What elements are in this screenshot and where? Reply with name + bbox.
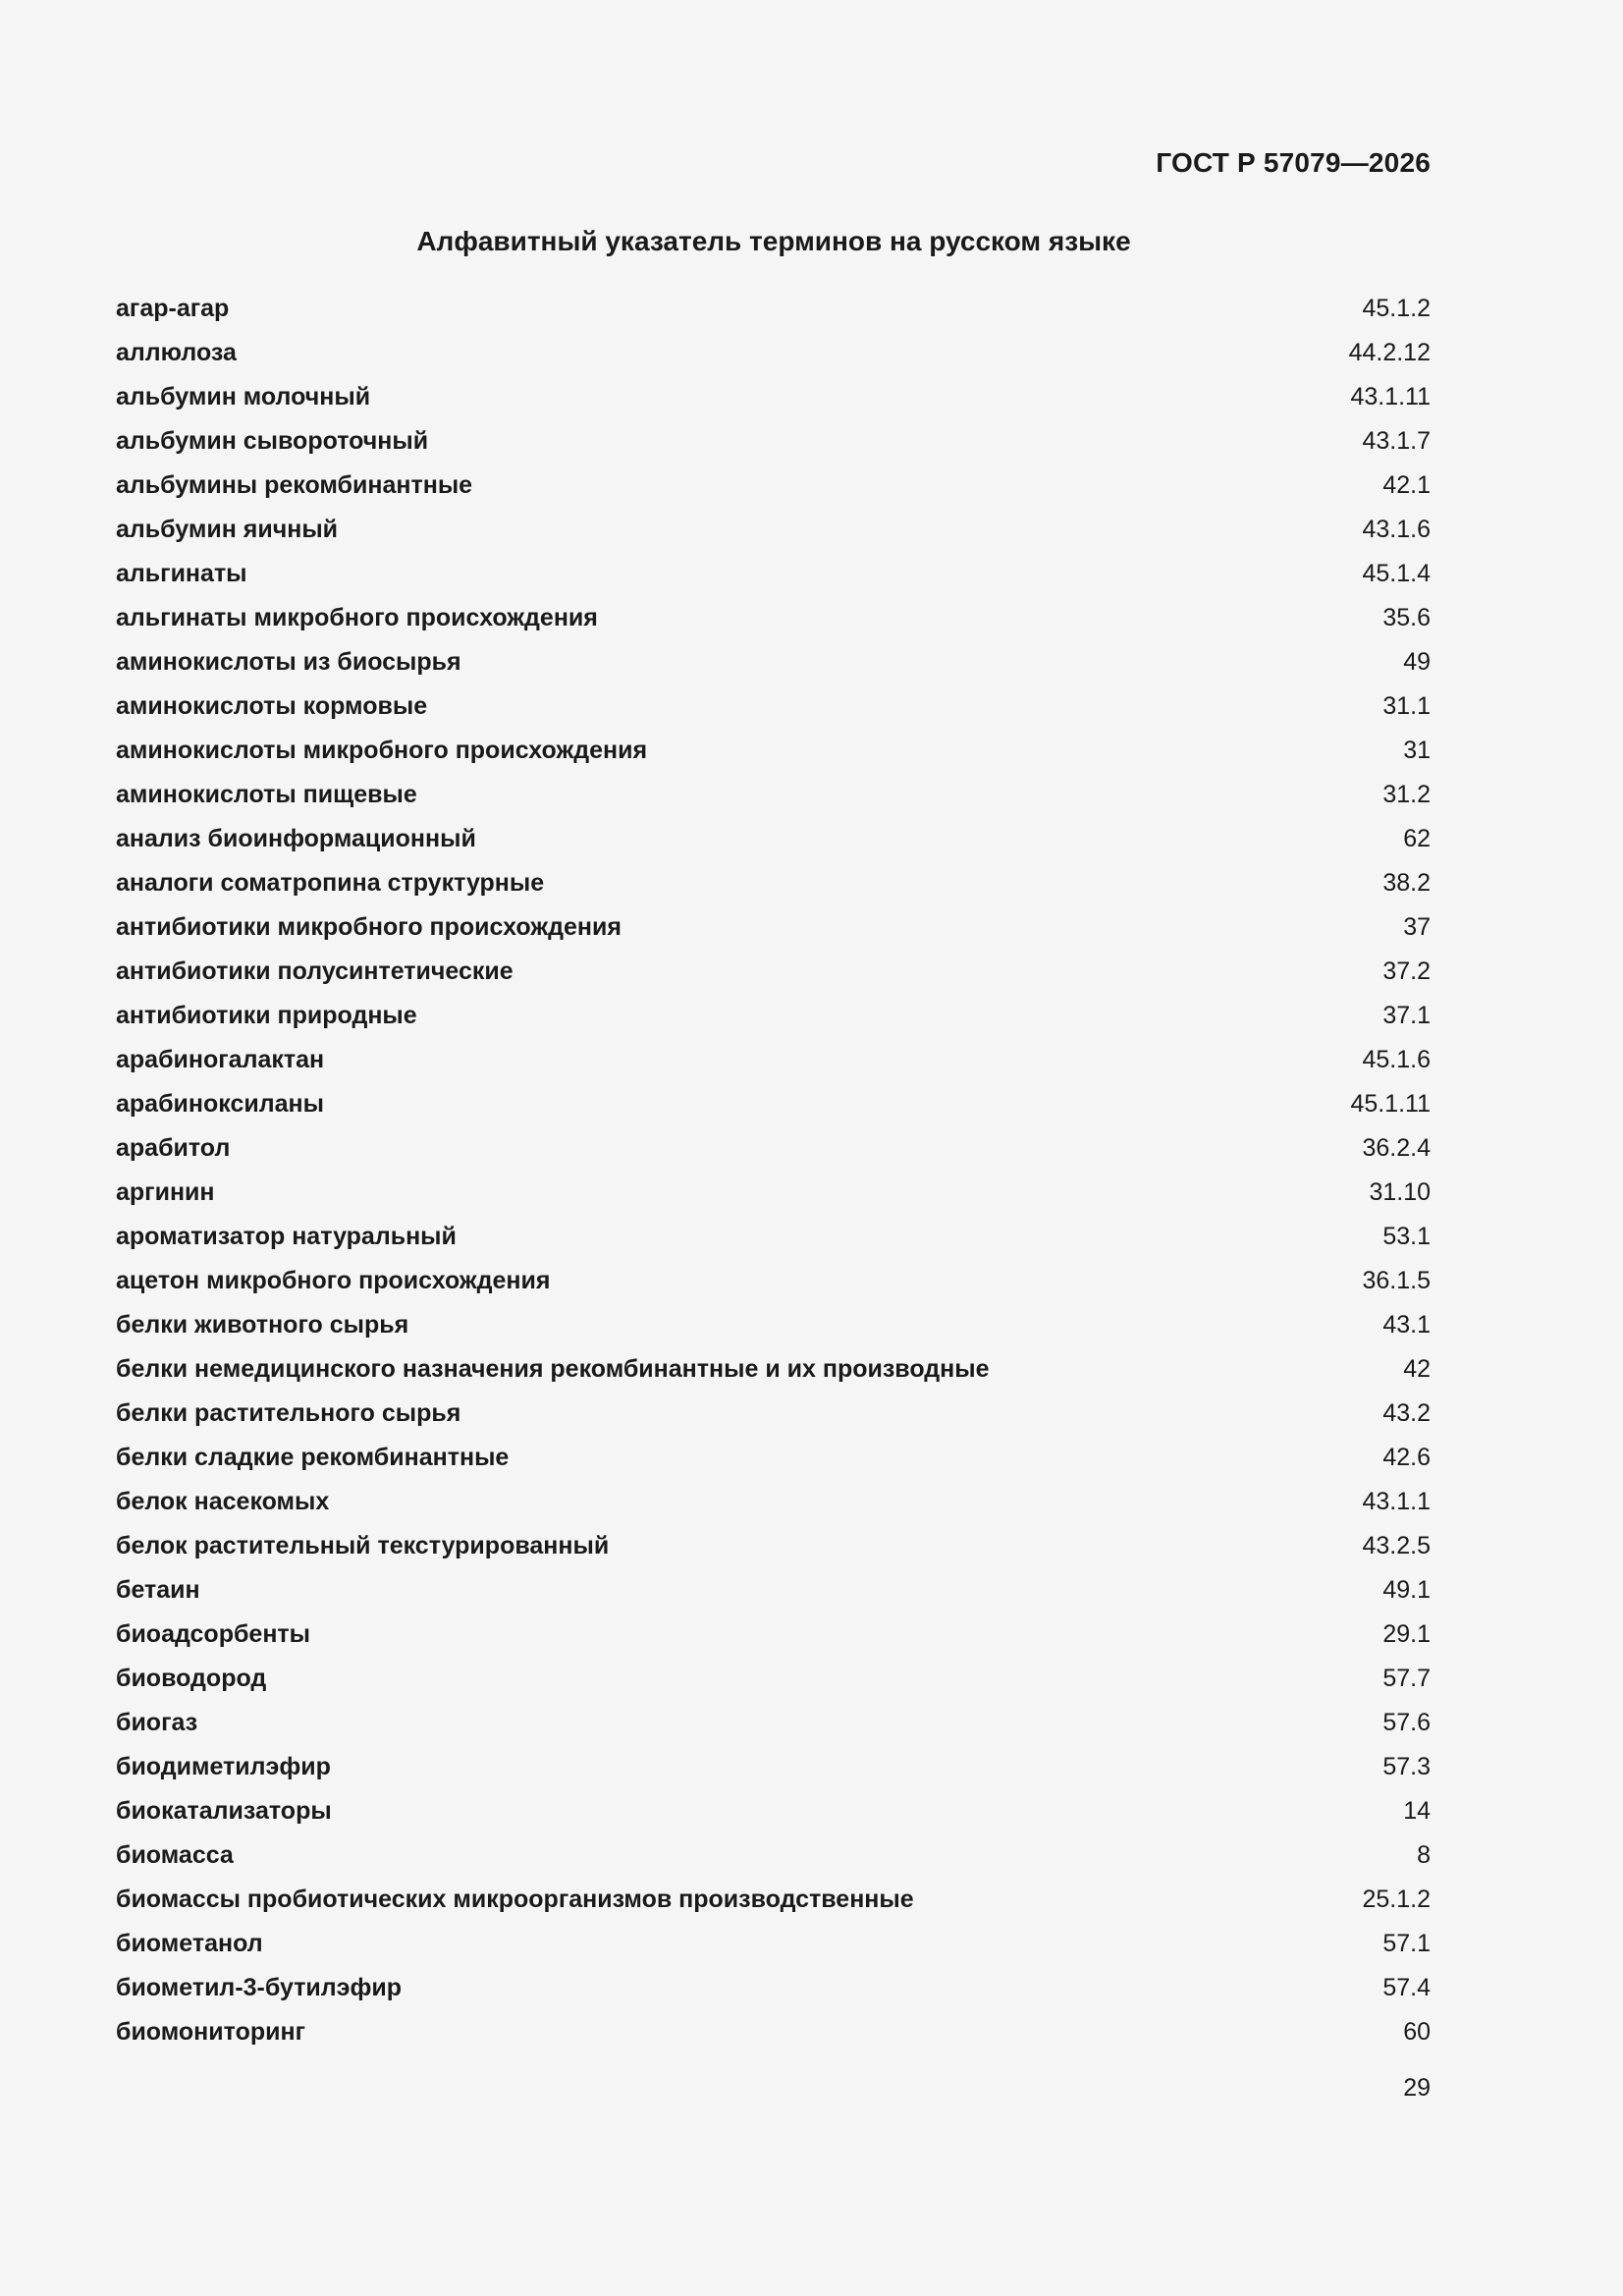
- index-entry: [116, 552, 1431, 596]
- index-term: аминокислоты из биосырья: [116, 648, 461, 676]
- index-term: бетаин: [116, 1576, 200, 1604]
- index-term: биомасса: [116, 1841, 234, 1869]
- index-term: антибиотики микробного происхождения: [116, 913, 622, 941]
- index-reference: 57.3: [1382, 1753, 1431, 1780]
- index-term: альбумин яичный: [116, 516, 339, 543]
- index-entry: [116, 905, 1431, 950]
- index-entry: [116, 1833, 1431, 1878]
- index-reference: 43.2: [1382, 1399, 1431, 1427]
- index-term: белок растительный текстурированный: [116, 1532, 610, 1559]
- index-term: биодиметилэфир: [116, 1753, 331, 1780]
- index-title: Алфавитный указатель терминов на русском языке: [416, 226, 1131, 256]
- index-term: альгинаты: [116, 560, 247, 587]
- index-term: биоадсорбенты: [116, 1620, 311, 1648]
- index-term: аминокислоты кормовые: [116, 692, 428, 720]
- index-entry: [116, 287, 1431, 331]
- index-reference: 43.1: [1382, 1311, 1431, 1339]
- index-term: анализ биоинформационный: [116, 825, 476, 852]
- index-entry: [116, 1613, 1431, 1657]
- index-term: альбумины рекомбинантные: [116, 471, 473, 499]
- index-reference: 60: [1403, 2018, 1431, 2046]
- index-entry: [116, 2010, 1431, 2054]
- index-reference: 25.1.2: [1362, 1886, 1431, 1913]
- index-entry: [116, 729, 1431, 773]
- index-entry: [116, 419, 1431, 464]
- index-term: аналоги соматропина структурные: [116, 869, 545, 897]
- index-entry: [116, 1347, 1431, 1392]
- index-entry: [116, 1259, 1431, 1303]
- index-reference: 43.1.1: [1362, 1488, 1431, 1515]
- index-entry: [116, 1436, 1431, 1480]
- index-term: биогаз: [116, 1709, 198, 1736]
- index-entry: [116, 1126, 1431, 1171]
- index-entry-list: [116, 287, 1431, 2054]
- index-reference: 44.2.12: [1348, 339, 1431, 366]
- index-term: биокатализаторы: [116, 1797, 332, 1825]
- index-entry: [116, 1082, 1431, 1126]
- index-reference: 45.1.2: [1362, 295, 1431, 322]
- index-term: аминокислоты микробного происхождения: [116, 737, 648, 764]
- index-reference: 8: [1417, 1841, 1431, 1869]
- index-entry: [116, 994, 1431, 1038]
- index-entry: [116, 1171, 1431, 1215]
- index-reference: 14: [1403, 1797, 1431, 1825]
- index-term: альбумин сывороточный: [116, 427, 429, 455]
- index-term: арабитол: [116, 1134, 231, 1162]
- index-reference: 53.1: [1382, 1223, 1431, 1250]
- index-term: биометанол: [116, 1930, 263, 1957]
- index-reference: 45.1.4: [1362, 560, 1431, 587]
- index-entry: [116, 1524, 1431, 1568]
- index-entry: [116, 1701, 1431, 1745]
- index-entry: [116, 773, 1431, 817]
- index-entry: [116, 1215, 1431, 1259]
- index-reference: 42: [1403, 1355, 1431, 1383]
- index-entry: [116, 508, 1431, 552]
- index-term: ацетон микробного происхождения: [116, 1267, 551, 1294]
- index-reference: 57.6: [1382, 1709, 1431, 1736]
- index-entry: [116, 861, 1431, 905]
- index-reference: 49: [1403, 648, 1431, 676]
- index-term: белок насекомых: [116, 1488, 330, 1515]
- index-entry: [116, 331, 1431, 375]
- index-entry: [116, 950, 1431, 994]
- index-entry: [116, 817, 1431, 861]
- index-reference: 31.2: [1382, 781, 1431, 808]
- index-term: аллюлоза: [116, 339, 237, 366]
- index-reference: 38.2: [1382, 869, 1431, 897]
- index-reference: 43.1.7: [1362, 427, 1431, 455]
- index-term: альгинаты микробного происхождения: [116, 604, 598, 631]
- index-entry: [116, 1878, 1431, 1922]
- index-term: ароматизатор натуральный: [116, 1223, 457, 1250]
- index-entry: [116, 1922, 1431, 1966]
- index-reference: 35.6: [1382, 604, 1431, 631]
- index-reference: 31: [1403, 737, 1431, 764]
- index-reference: 62: [1403, 825, 1431, 852]
- page-number: 29: [1403, 2074, 1431, 2102]
- index-term: биомассы пробиотических микроорганизмов производственные: [116, 1886, 914, 1913]
- index-entry: [116, 1038, 1431, 1082]
- index-entry: [116, 1480, 1431, 1524]
- index-reference: 42.6: [1382, 1444, 1431, 1471]
- index-term: биоводород: [116, 1665, 267, 1692]
- index-entry: [116, 375, 1431, 419]
- index-entry: [116, 464, 1431, 508]
- index-term: арабиноксиланы: [116, 1090, 324, 1118]
- document-code: ГОСТ Р 57079—2026: [1156, 147, 1431, 178]
- index-reference: 43.2.5: [1362, 1532, 1431, 1559]
- index-reference: 45.1.11: [1350, 1090, 1431, 1118]
- index-reference: 31.10: [1369, 1178, 1431, 1206]
- index-term: биометил-3-бутилэфир: [116, 1974, 403, 2001]
- index-term: агар-агар: [116, 295, 230, 322]
- index-reference: 29.1: [1382, 1620, 1431, 1648]
- index-entry: [116, 640, 1431, 684]
- index-reference: 57.7: [1382, 1665, 1431, 1692]
- index-reference: 37: [1403, 913, 1431, 941]
- index-term: белки животного сырья: [116, 1311, 409, 1339]
- index-term: антибиотики природные: [116, 1002, 417, 1029]
- index-entry: [116, 1789, 1431, 1833]
- index-reference: 45.1.6: [1362, 1046, 1431, 1073]
- index-entry: [116, 1392, 1431, 1436]
- index-term: аминокислоты пищевые: [116, 781, 417, 808]
- index-term: арабиногалактан: [116, 1046, 325, 1073]
- index-reference: 31.1: [1382, 692, 1431, 720]
- index-term: антибиотики полусинтетические: [116, 957, 514, 985]
- index-term: белки немедицинского назначения рекомбинантные и их производные: [116, 1355, 990, 1383]
- index-reference: 43.1.6: [1362, 516, 1431, 543]
- index-reference: 37.1: [1382, 1002, 1431, 1029]
- index-term: белки растительного сырья: [116, 1399, 461, 1427]
- index-entry: [116, 1745, 1431, 1789]
- index-reference: 43.1.11: [1350, 383, 1431, 410]
- index-reference: 36.1.5: [1362, 1267, 1431, 1294]
- index-entry: [116, 596, 1431, 640]
- index-term: белки сладкие рекомбинантные: [116, 1444, 510, 1471]
- index-entry: [116, 1568, 1431, 1613]
- index-term: биомониторинг: [116, 2018, 305, 2046]
- index-entry: [116, 684, 1431, 729]
- index-entry: [116, 1303, 1431, 1347]
- index-entry: [116, 1657, 1431, 1701]
- index-reference: 57.4: [1382, 1974, 1431, 2001]
- index-reference: 36.2.4: [1362, 1134, 1431, 1162]
- index-entry: [116, 1966, 1431, 2010]
- index-reference: 57.1: [1382, 1930, 1431, 1957]
- index-reference: 49.1: [1382, 1576, 1431, 1604]
- index-term: альбумин молочный: [116, 383, 371, 410]
- index-term: аргинин: [116, 1178, 215, 1206]
- index-reference: 37.2: [1382, 957, 1431, 985]
- index-reference: 42.1: [1382, 471, 1431, 499]
